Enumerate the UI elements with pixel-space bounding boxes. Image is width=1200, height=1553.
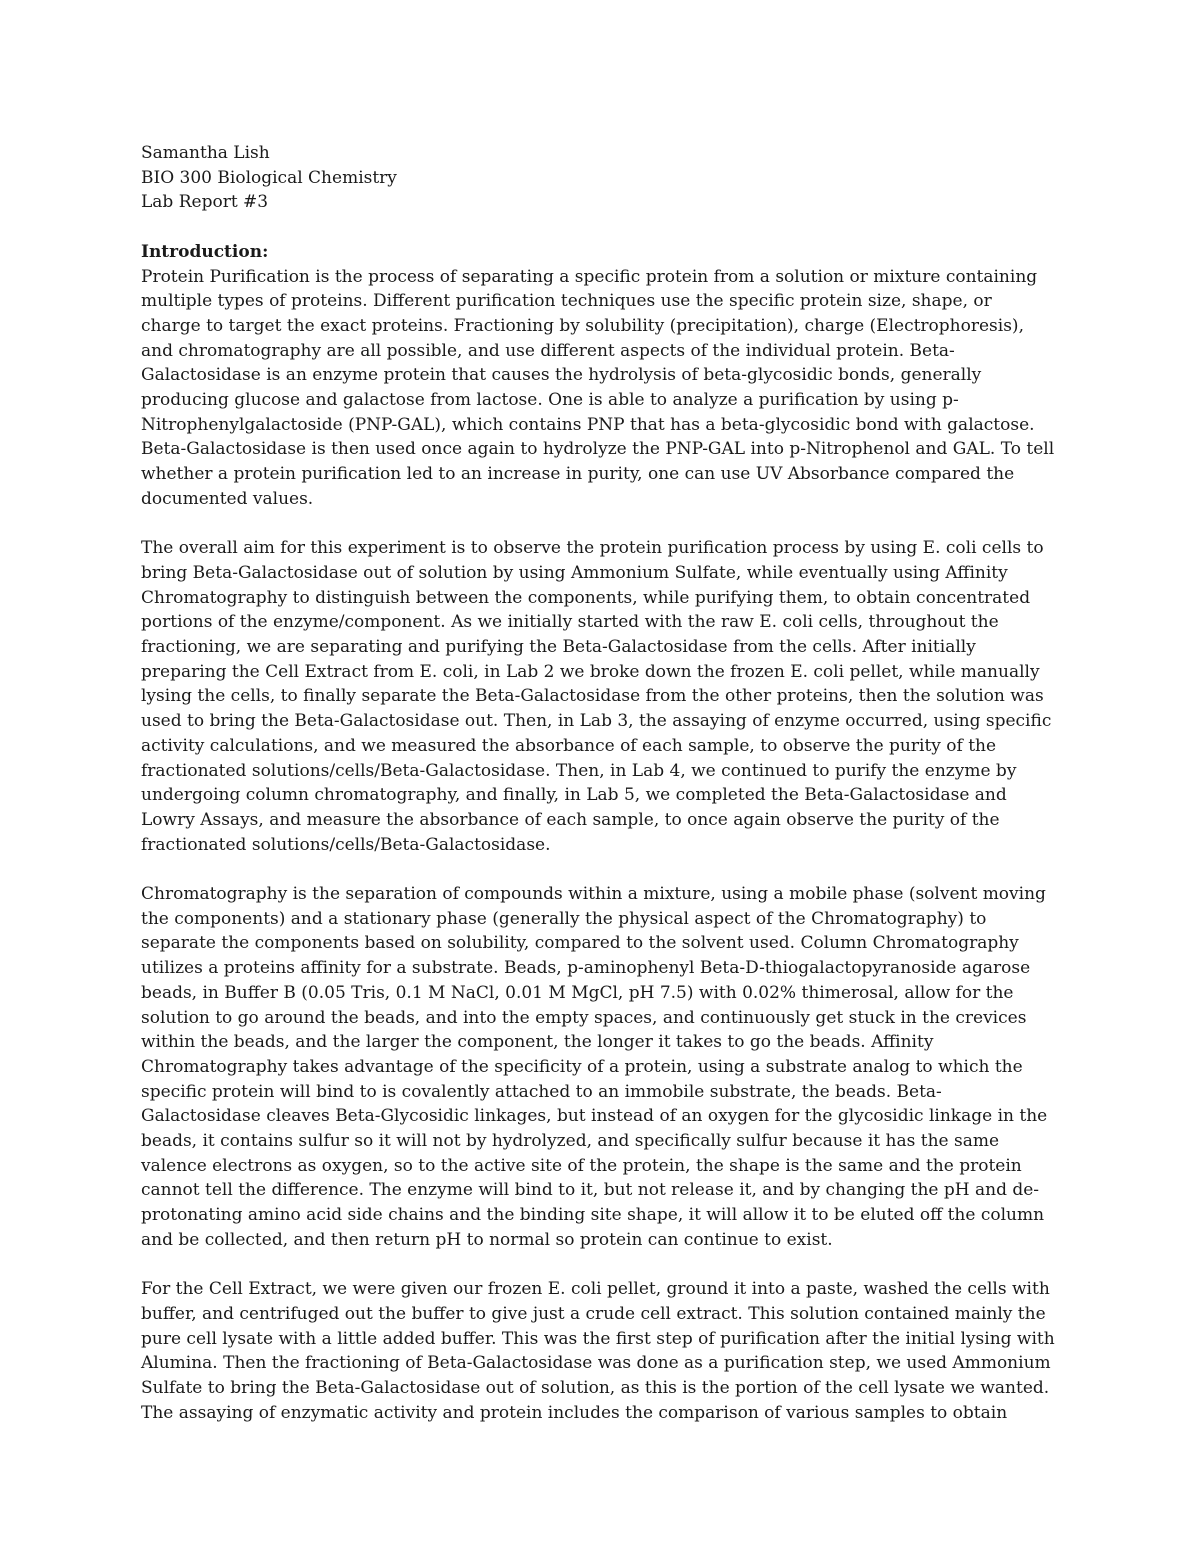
paragraph-protein-purification: Protein Purification is the process of separating a specific protein from a solution or mixture containing multiple types of proteins. Different purification techniques use the specific protein size, shape, or charge to target the exact proteins. Fractioning by solubility (precipitation), charge (Electrophoresis), and chromatography are all possible, and use different aspects of the individual protein. Beta-Galactosidase is an enzyme protein that causes the hydrolysis of beta-glycosidic bonds, generally producing glucose and galactose from lactose. One is able to analyze a purification by using p-Nitrophenylgalactoside (PNP-GAL), which contains PNP that has a beta-glycosidic bond with galactose. Beta-Galactosidase is then used once again to hydrolyze the PNP-GAL into p-Nitrophenol and GAL. To tell whether a protein purification led to an increase in purity, one can use UV Absorbance compared the documented values. <box>141 266 1055 509</box>
paragraph-chromatography: Chromatography is the separation of compounds within a mixture, using a mobile phase (solvent moving the components) and a stationary phase (generally the physical aspect of the Chromatography) to separate the components based on solubility, compared to the solvent used. Column Chromatography utilizes a proteins affinity for a substrate. Beads, p-aminophenyl Beta-D-thiogalactopyranoside agarose beads, in Buffer B (0.05 Tris, 0.1 M NaCl, 0.01 M MgCl, pH 7.5) with 0.02% thimerosal, allow for the solution to go around the beads, and into the empty spaces, and continuously get stuck in the crevices within the beads, and the larger the component, the longer it takes to go the beads. Affinity Chromatography takes advantage of the specificity of a protein, using a substrate analog to which the specific protein will bind to is covalently attached to an immobile substrate, the beads. Beta-Galactosidase cleaves Beta-Glycosidic linkages, but instead of an oxygen for the glycosidic linkage in the beads, it contains sulfur so it will not by hydrolyzed, and specifically sulfur because it has the same valence electrons as oxygen, so to the active site of the protein, the shape is the same and the protein cannot tell the difference. The enzyme will bind to it, but not release it, and by changing the pH and de-protonating amino acid side chains and the binding site shape, it will allow it to be eluted off the column and be collected, and then return pH to normal so protein can continue to exist. <box>141 884 1048 1250</box>
report-title: Lab Report #3 <box>141 192 269 213</box>
author-name: Samantha Lish <box>141 143 270 163</box>
paragraph-experiment-aim: The overall aim for this experiment is to observe the protein purification process by using E. coli cells to bring Beta-Galactosidase out of solution by using Ammonium Sulfate, while eventually using Affinity Chromatography to distinguish between the components, while purifying them, to obtain concentrated portions of the enzyme/component. As we initially started with the raw E. coli cells, throughout the fractioning, we are separating and purifying the Beta-Galactosidase from the cells. After initially preparing the Cell Extract from E. coli, in Lab 2 we broke down the frozen E. coli pellet, while manually lysing the cells, to finally separate the Beta-Galactosidase from the other proteins, then the solution was used to bring the Beta-Galactosidase out. Then, in Lab 3, the assaying of enzyme occurred, using specific activity calculations, and we measured the absorbance of each sample, to observe the purity of the fractionated solutions/cells/Beta-Galactosidase. Then, in Lab 4, we continued to purify the enzyme by undergoing column chromatography, and finally, in Lab 5, we completed the Beta-Galactosidase and Lowry Assays, and measure the absorbance of each sample, to once again observe the purity of the fractionated solutions/cells/Beta-Galactosidase. <box>141 538 1052 855</box>
paragraph-cell-extract: For the Cell Extract, we were given our frozen E. coli pellet, ground it into a paste, washed the cells with buffer, and centrifuged out the buffer to give just a crude cell extract. This solution contained mainly the pure cell lysate with a little added buffer. This was the first step of purification after the initial lysing with Alumina. Then the fractioning of Beta-Galactosidase was done as a purification step, we used Ammonium Sulfate to bring the Beta-Galactosidase out of solution, as this is the portion of the cell lysate we wanted. The assaying of enzymatic activity and protein includes the comparison of various samples to obtain <box>141 1279 1055 1423</box>
introduction-heading: Introduction: <box>141 241 269 262</box>
course-title: BIO 300 Biological Chemistry <box>141 167 397 188</box>
document-body <box>141 141 1056 1426</box>
